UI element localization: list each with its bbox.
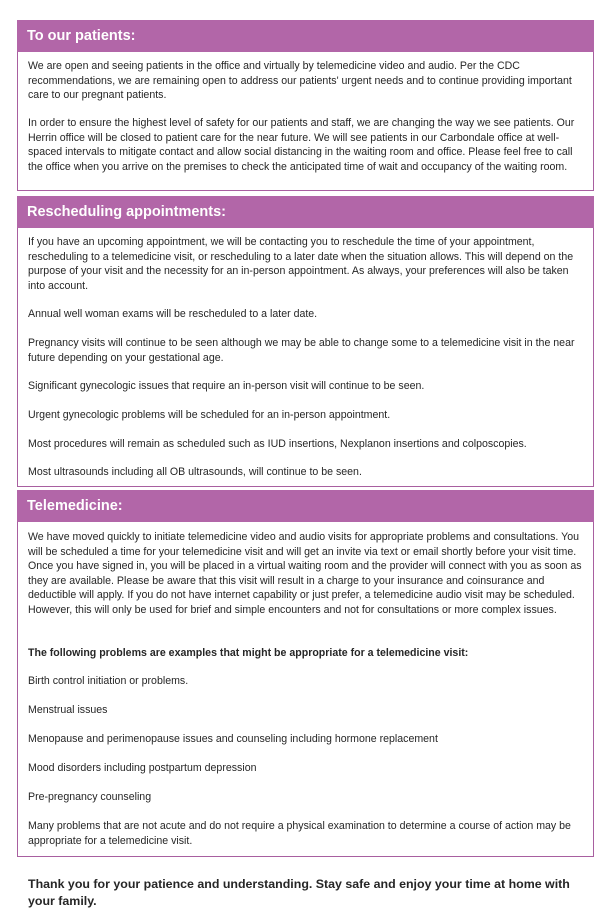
telemedicine-example: Mood disorders including postpartum depression: [28, 762, 257, 774]
rescheduling-item: Annual well woman exams will be rescheduled to a later date.: [28, 308, 318, 320]
closing-message: Thank you for your patience and understanding. Stay safe and enjoy your time at home with your family.: [28, 877, 570, 908]
rescheduling-item: Urgent gynecologic problems will be scheduled for an in-person appointment.: [28, 409, 391, 421]
rescheduling-item: Most ultrasounds including all OB ultrasounds, will continue to be seen.: [28, 466, 362, 478]
telemedicine-intro: We have moved quickly to initiate telemedicine video and audio visits for appropriate problems and consultations. You will be scheduled a time for your telemedicine visit and will get an invite via text or email shortly before your visit time. Once you have signed in, you will be placed in a virtual waiting room and the provider will connect with you as soon as they are available. Please be aware that this visit will result in a charge to your insurance and coinsurance and deductible will apply. If you do not have internet capability or just prefer, a telemedicine audio visit may be scheduled. However, this will only be used for brief and simple encounters and not for consultations or more complex issues.: [28, 531, 582, 616]
rescheduling-item: Pregnancy visits will continue to be seen although we may be able to change some to a telemedicine visit in the near future depending on your gestational age.: [28, 337, 575, 364]
rescheduling-item: If you have an upcoming appointment, we will be contacting you to reschedule the time of your appointment, rescheduling to a telemedicine visit, or rescheduling to a later date when the situation allows. This will depend on the purpose of your visit and the necessity for an in-person appointment. As always, your preferences will also be taken into account.: [28, 236, 574, 292]
rescheduling-heading: Rescheduling appointments:: [17, 196, 594, 228]
telemedicine-example: Menopause and perimenopause issues and counseling including hormone replacement: [28, 733, 438, 745]
rescheduling-item: Significant gynecologic issues that require an in-person visit will continue to be seen.: [28, 380, 425, 392]
telemedicine-example: Menstrual issues: [28, 704, 108, 716]
rescheduling-item: Most procedures will remain as scheduled such as IUD insertions, Nexplanon insertions and colposcopies.: [28, 438, 527, 450]
telemedicine-examples-heading: The following problems are examples that might be appropriate for a telemedicine visit:: [28, 647, 469, 659]
patients-paragraph-2: In order to ensure the highest level of safety for our patients and staff, we are changing the way we see patients. Our Herrin office will be closed to patient care for the near future. We will see patients in our Carbondale office at well-spaced intervals to mitigate contact and allow social distancing in the waiting room and office. Please feel free to call the office when you arrive on the premises to check the anticipated time of wait and occupancy of the waiting room.: [28, 117, 575, 173]
telemedicine-heading: Telemedicine:: [17, 490, 594, 522]
telemedicine-outro: Many problems that are not acute and do not require a physical examination to determine a course of action may be appropriate for a telemedicine visit.: [28, 820, 571, 847]
patients-paragraph-1: We are open and seeing patients in the office and virtually by telemedicine video and audio. Per the CDC recommendations, we are remaining open to address our patients' urgent needs and to continue providing important care to our pregnant patients.: [28, 60, 572, 101]
telemedicine-example: Pre-pregnancy counseling: [28, 791, 152, 803]
patients-heading: To our patients:: [17, 20, 594, 52]
telemedicine-example: Birth control initiation or problems.: [28, 675, 189, 687]
